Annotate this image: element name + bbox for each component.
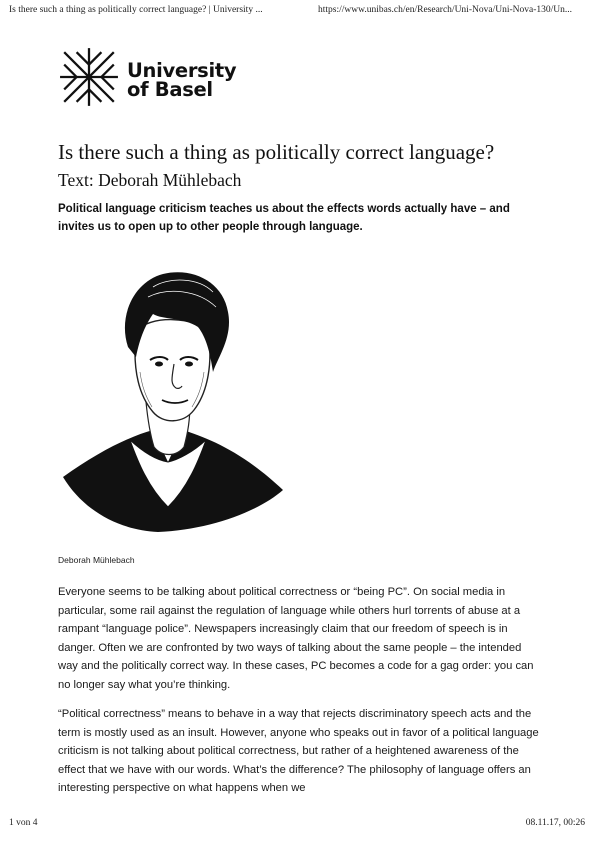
university-wordmark [127, 61, 236, 99]
university-crest-icon [58, 46, 120, 108]
image-caption: Deborah Mühlebach [58, 555, 135, 565]
author-portrait [58, 262, 288, 537]
portrait-illustration [58, 262, 288, 537]
logo-line-1: University [127, 59, 237, 82]
browser-url[interactable]: https://www.unibas.ch/en/Research/Uni-Nova/Uni-Nova-130/Un... [318, 5, 572, 15]
university-logo[interactable] [58, 46, 248, 108]
article-author: Text: Deborah Mühlebach [58, 170, 242, 190]
article-paragraph-1: Everyone seems to be talking about political correctness or “being PC”. On social media in particular, some rail against the regulation of language while others hurl torrents of abuse at a rampant “language police”. Newspapers increasingly claim that our freedom of speech is in danger. Often we are confronted by two ways of talking about the same people – the intended way and the politically correct way. In these cases, PC becomes a code for a gag order: you can no longer say what you’re thinking. [58, 586, 534, 691]
logo-line-2: of Basel [127, 78, 213, 101]
browser-page-title: Is there such a thing as politically correct language? | University ... [9, 5, 263, 15]
article-title: Is there such a thing as politically correct language? [58, 140, 495, 164]
print-timestamp: 08.11.17, 00:26 [525, 818, 585, 828]
article-lead: Political language criticism teaches us about the effects words actually have – and invites us to open up to other people through language. [58, 203, 510, 233]
article-paragraph-2: “Political correctness” means to behave in a way that rejects discriminatory speech acts and the term is mostly used as an insult. However, anyone who speaks out in favor of a political language criticism is not talking about political correctness, but rather of a heightened awareness of the effect that we have with our words. What’s the difference? The philosophy of language offers an interesting perspective on what happens when we [58, 708, 539, 794]
page-indicator: 1 von 4 [9, 818, 38, 828]
